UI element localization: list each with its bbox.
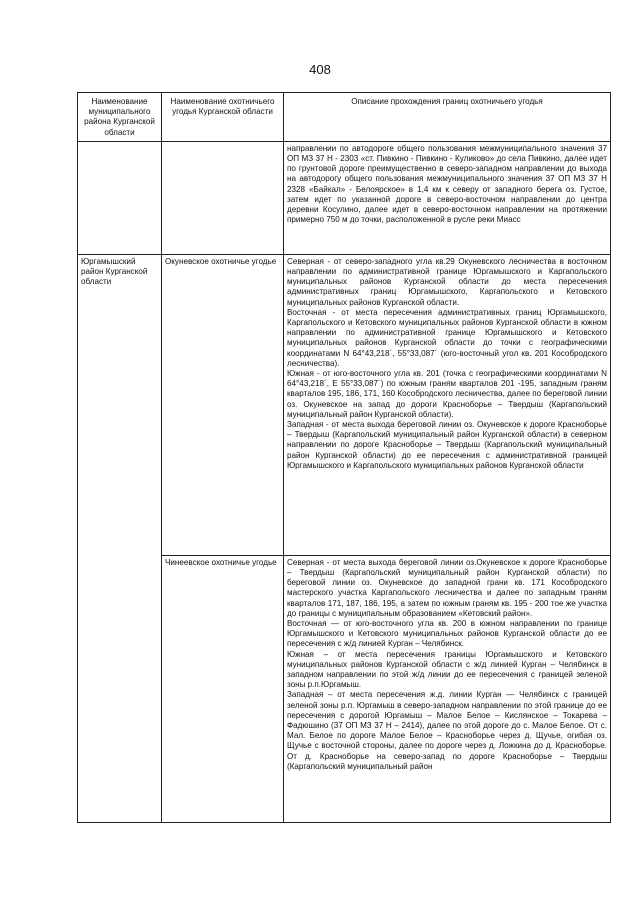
east-boundary: Восточная - от места пересечения административных границ Юргамышского, Каргапольского и Кетовского муниципальных районов Курганской области в южном направлении по административной границе Юргамышского и Кетовского муниципальных районов Курганской области до точки с географическими координатами N 64°43,218´, 55°33,087´ (юго-восточный угол кв. 201 Кособродского лесничества). — [287, 307, 607, 368]
empty-cell — [162, 141, 284, 254]
page-number: 408 — [309, 62, 331, 77]
east-boundary: Восточная — от юго-восточного угла кв. 200 в южном направлении по границе Юргамышского и Кетовского муниципальных районов Курганской области до ее пересечения с ж/д линией Курган – Челябинск. — [287, 619, 607, 649]
table-row — [78, 141, 611, 254]
district-name: Юргамышский район Курганской области — [78, 254, 162, 822]
continuation-description — [284, 141, 611, 254]
table-header-row — [78, 93, 611, 142]
boundary-description — [284, 555, 611, 822]
header-boundary-description: Описание прохождения границ охотничьего угодья — [284, 93, 611, 142]
north-boundary: Северная - от северо-западного угла кв.29 Окуневского лесничества в восточном направлении по административной границе Юргамышского и Каргапольского муниципальных районов Курганской области до места пересечения административных границ Юргамышского, Каргапольского и Кетовского муниципальных районов Курганской области. — [287, 256, 607, 307]
west-boundary: Западная – от места пересечения ж.д. линии Курган — Челябинск с границей зеленой зоны р.п. Юргамыш в северо-западном направлении по этой границе до ее пересечения с дорогой Юргамыш – Малое Белое – Кислянское – Токарева – Фадюшино (37 ОП МЗ 37 Н – 2414), далее по этой дороге до с. Малое Белое. От с. Мал. Белое по дороге Малое Белое – Красноборье через д. Щучье, огибая оз. Щучье с восточной стороны, далее по дороге через д. Ложкина до д. Красноборье. От д. Красноборье на северо-запад по дороге Красноборье – Твердыш (Каргапольский муниципальный район — [287, 690, 607, 771]
boundary-description — [284, 254, 611, 555]
west-boundary: Западная - от места выхода береговой линии оз. Окуневское к дороге Красноборье – Твердыш (Каргапольский муниципальный район Курганской области) в северном направлении по дороге Красноборье – Твердыш (Каргапольский муниципальный район Курганской области) до ее пересечения с административной границей Юргамышского и Каргапольского муниципальных районов Курганской области — [287, 420, 607, 470]
description-paragraph: направлении по автодороге общего пользования межмуниципального значения 37 ОП МЗ 37 Н - 2303 «ст. Пивкино - Пивкино - Куликово» до села Пивкино, далее идет по грунтовой дороге преимущественно в северо-западном направлении до выхода на автодорогу общего пользования межмуниципального значения 37 ОП МЗ 37 Н 2328 «Байкал» - Белоярское» в 1,4 км к северу от западного берега оз. Густое, затем идет по указанной дороге в северо-восточном направлении до центра деревни Косулино, далее идет в северо-восточном направлении на протяжении примерно 750 м до точки, расположенной в русле реки Миасс — [287, 143, 607, 225]
header-hunting-ground: Наименование охотничьего угодья Курганской области — [162, 93, 284, 142]
table-row — [78, 254, 611, 555]
boundaries-table — [77, 92, 611, 823]
hunting-ground-name: Окуневское охотничье угодье — [162, 254, 284, 555]
south-boundary: Южная - от юго-восточного угла кв. 201 (точка с географическими координатами N 64°43,218´, E 55°33,087´) по южным граням кварталов 201 -195, западным граням кварталов 195, 186, 171, 160 Кособродского лесничества, далее по береговой линии оз. Окуневское на запад до дороги Красноборье – Твердыш (Каргапольский муниципальный район Курганской области). — [287, 369, 607, 419]
hunting-ground-name: Чинеевское охотничье угодье — [162, 555, 284, 822]
header-district: Наименование муниципального района Курганской области — [78, 93, 162, 142]
empty-cell — [78, 141, 162, 254]
south-boundary: Южная – от места пересечения границы Юргамышского и Кетовского муниципальных районов Курганской области с ж/д линией Курган – Челябинск в западном направлении по этой ж/д линии до ее пересечения с границей зеленой зоны р.п.Юргамыш. — [287, 649, 607, 690]
north-boundary: Северная - от места выхода береговой линии оз.Окуневское к дороге Красноборье – Твердыш (Каргапольский муниципальный район Курганской области) по береговой линии оз. Окуневское до западной грани кв. 171 Кособродского мастерского участка Каргапольского лесничества и далее по западным граням кварталов 171, 187, 186, 195, а затем по южным граням кв. 195 - 200 тое же участка до границы с муниципальным образованием «Кетовский район». — [287, 557, 607, 618]
